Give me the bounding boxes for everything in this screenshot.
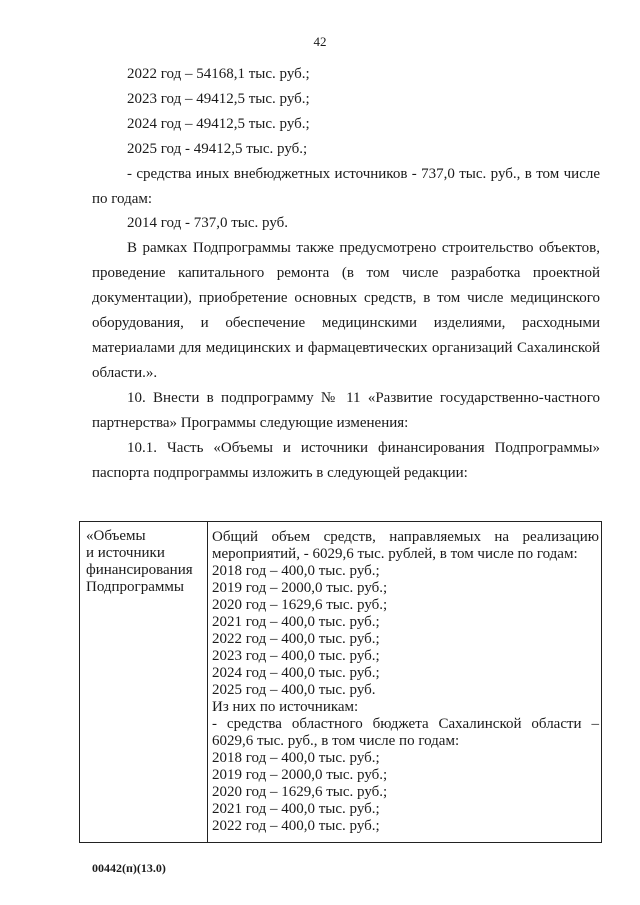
regional-year-line: 2018 год – 400,0 тыс. руб.; bbox=[212, 750, 380, 766]
regional-year-line: 2020 год – 1629,6 тыс. руб.; bbox=[212, 784, 388, 800]
total-year-line: 2019 год – 2000,0 тыс. руб.; bbox=[212, 580, 388, 596]
total-year-line: 2020 год – 1629,6 тыс. руб.; bbox=[212, 597, 388, 613]
total-year-line: 2021 год – 400,0 тыс. руб.; bbox=[212, 614, 380, 630]
page-number: 42 bbox=[313, 34, 327, 49]
label-line: финансирования bbox=[86, 562, 193, 578]
item-10-1-paragraph: 10.1. Часть «Объемы и источники финансирования Подпрограммы» паспорта подпрограммы изложить в следующей редакции: bbox=[92, 439, 600, 481]
total-year-line: 2024 год – 400,0 тыс. руб.; bbox=[212, 665, 380, 681]
label-line: Подпрограммы bbox=[86, 579, 184, 595]
total-year-line: 2025 год – 400,0 тыс. руб. bbox=[212, 682, 376, 698]
regional-year-line: 2022 год – 400,0 тыс. руб.; bbox=[212, 818, 380, 834]
item-10-paragraph: 10. Внести в подпрограмму № 11 «Развитие государственно-частного партнерства» Программы следующие изменения: bbox=[92, 389, 600, 431]
year-line-2014: 2014 год - 737,0 тыс. руб. bbox=[127, 215, 289, 232]
subprogram-paragraph: В рамках Подпрограммы также предусмотрено строительство объектов, проведение капитального ремонта (в том числе разработка проектной документации), приобретение основных средств, в том числе медицинского оборудования, и обеспечение медицинскими изделиями, расходными материалами для медицинских и фармацевтических организаций Сахалинской области.». bbox=[92, 240, 600, 381]
label-line: «Объемы bbox=[86, 528, 146, 544]
financing-table bbox=[79, 521, 602, 843]
table-label-cell bbox=[80, 522, 208, 843]
document-code: 00442(п)(13.0) bbox=[92, 861, 166, 875]
total-year-line: 2022 год – 400,0 тыс. руб.; bbox=[212, 631, 380, 647]
table-row bbox=[80, 522, 602, 843]
regional-budget-paragraph: - средства областного бюджета Сахалинской области – 6029,6 тыс. руб., в том числе по годам: bbox=[212, 716, 599, 749]
document-body bbox=[92, 62, 600, 485]
label-line: и источники bbox=[86, 545, 165, 561]
total-funding-paragraph: Общий объем средств, направляемых на реализацию мероприятий, - 6029,6 тыс. рублей, в том числе по годам: bbox=[212, 529, 599, 562]
regional-year-line: 2019 год – 2000,0 тыс. руб.; bbox=[212, 767, 388, 783]
regional-year-line: 2021 год – 400,0 тыс. руб.; bbox=[212, 801, 380, 817]
year-line-2025: 2025 год - 49412,5 тыс. руб.; bbox=[127, 140, 308, 157]
year-line-2023: 2023 год – 49412,5 тыс. руб.; bbox=[127, 90, 310, 107]
year-line-2022: 2022 год – 54168,1 тыс. руб.; bbox=[127, 66, 310, 82]
table-content-cell bbox=[208, 522, 602, 843]
sources-heading: Из них по источникам: bbox=[212, 699, 359, 715]
total-year-line: 2018 год – 400,0 тыс. руб.; bbox=[212, 563, 380, 579]
year-line-2024: 2024 год – 49412,5 тыс. руб.; bbox=[127, 115, 310, 132]
extra-budget-paragraph: - средства иных внебюджетных источников - 737,0 тыс. руб., в том числе по годам: bbox=[92, 165, 600, 207]
total-year-line: 2023 год – 400,0 тыс. руб.; bbox=[212, 648, 380, 664]
